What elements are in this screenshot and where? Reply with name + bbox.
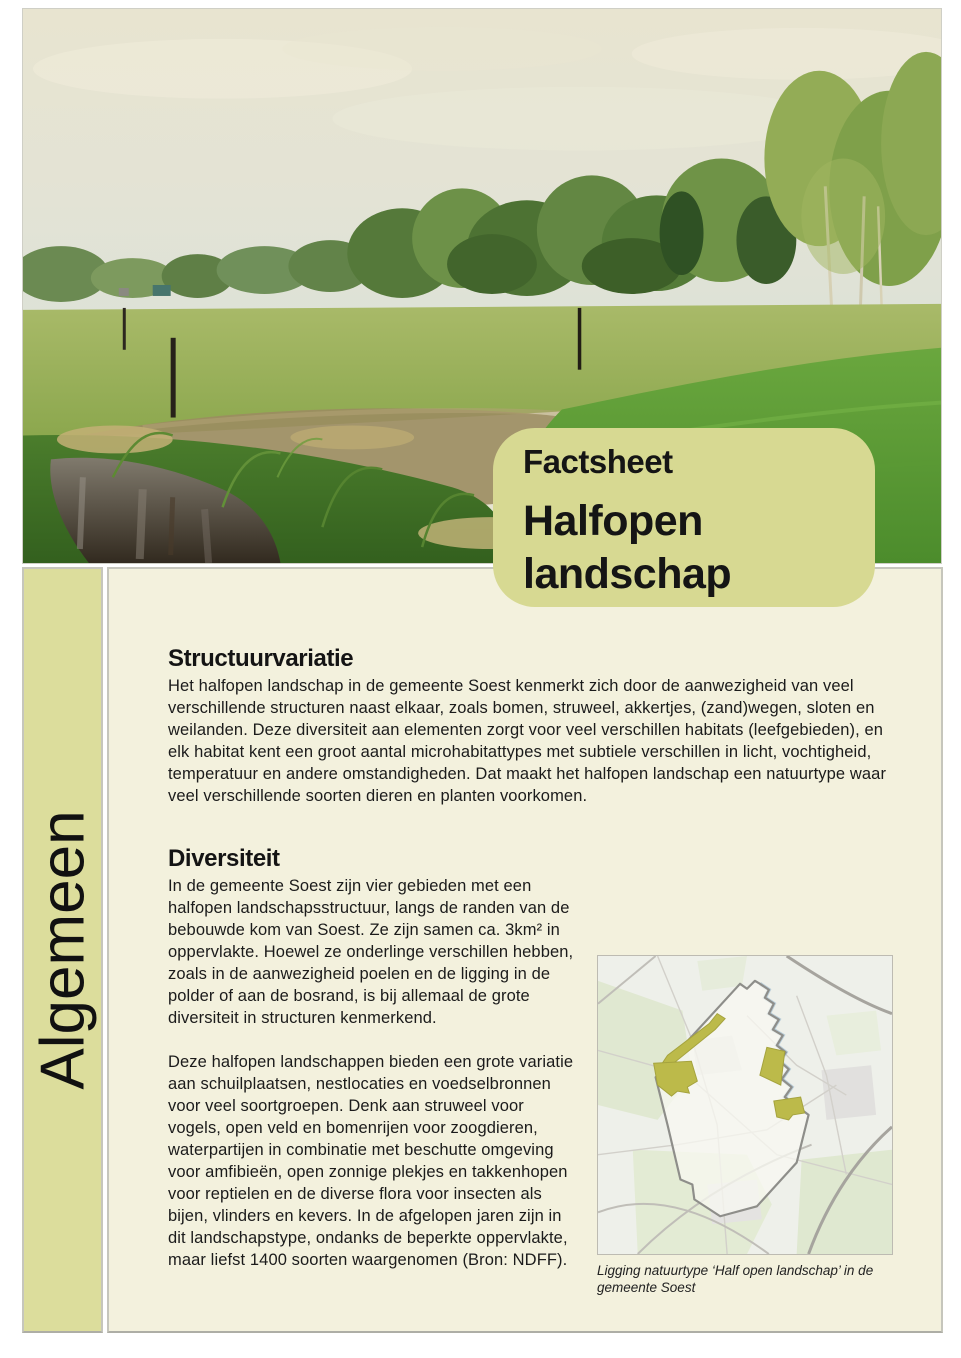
section-paragraph: Het halfopen landschap in de gemeente Soest kenmerkt zich door de aanwezigheid van veel verschillende structuren naast elkaar, zoals bomen, struweel, akkertjes, (zand)wegen, sloten en weilanden. Deze diversiteit aan elementen zorgt voor veel verschillen habitats (leefgebieden), en elk habitat kent een groot aantal microhabitattypes met subtiele verschillen in licht, vochtigheid, temperatuur en andere omstandigheden. Dat maakt het halfopen landschap een natuurtype waar veel verschillende soorten dieren en planten voorkomen. [168, 677, 887, 805]
factsheet-title: Halfopen landschap [523, 497, 732, 598]
section-diversiteit [168, 845, 893, 1295]
map-figure [597, 955, 893, 1296]
factsheet-kicker: Factsheet [523, 443, 673, 480]
factsheet-card [493, 428, 875, 607]
section-heading-diversiteit: Diversiteit [168, 845, 280, 872]
section-paragraph: Deze halfopen landschappen bieden een grote variatie aan schuilplaatsen, nestlocaties en voedselbronnen voor veel soortgroepen. Denk aan struweel voor vogels, open veld en bomenrijen voor zoogdieren, waterpartijen in combinatie met beschutte omgeving voor amfibieën, open zonnige plekjes en takkenhopen voor reptielen en de diverse flora voor insecten als bijen, vlinders en kevers. In de afgelopen jaren zijn in dit landschapstype, ondanks de beperkte oppervlakte, maar liefst 1400 soorten waargenomen (Bron: NDFF). [168, 1053, 574, 1269]
content-panel [107, 567, 943, 1333]
category-sidebar [22, 567, 103, 1333]
map-caption: Ligging natuurtype ‘Half open landschap’ in de gemeente Soest [597, 1263, 874, 1295]
section-paragraph: In de gemeente Soest zijn vier gebieden met een halfopen landschapsstructuur, langs de randen van de bebouwde kom van Soest. Ze zijn samen ca. 3km² in oppervlakte. Hoewel ze onderlinge verschillen hebben, zoals in de aanwezigheid poelen en de ligging in de polder of aan de bosrand, is bij allemaal de grote diversiteit in structuren kenmerkend. [168, 877, 574, 1027]
soest-map [597, 955, 893, 1255]
soest-map-illustration [598, 956, 892, 1254]
section-structuurvariatie [168, 645, 893, 807]
section-heading-structuurvariatie: Structuurvariatie [168, 645, 354, 672]
category-label: Algemeen [28, 810, 97, 1090]
